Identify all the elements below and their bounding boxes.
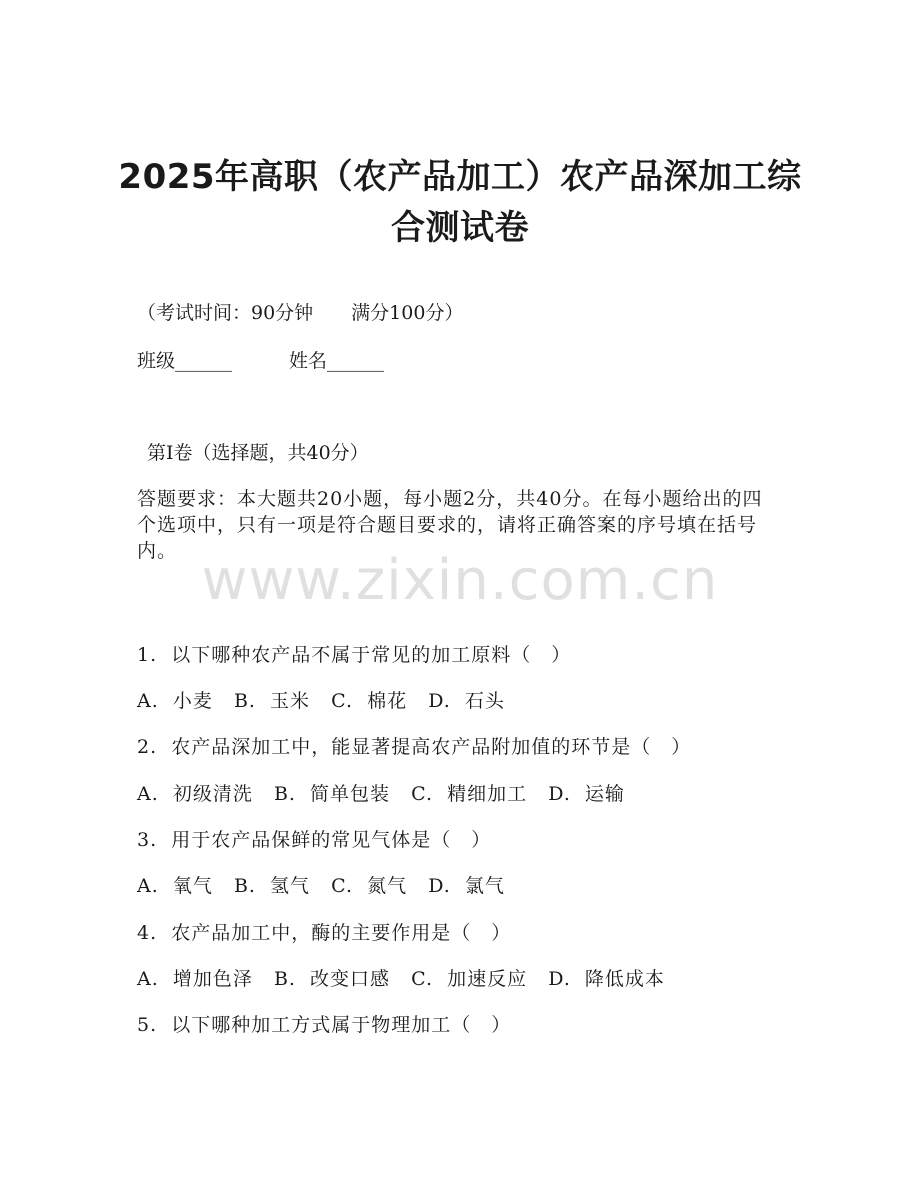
document-title-line-1: 2025年高职（农产品加工）农产品深加工综 — [118, 157, 802, 197]
question-options: A. 氧气 B. 氢气 C. 氮气 D. 氯气 — [137, 875, 505, 897]
question-stem: 1. 以下哪种农产品不属于常见的加工原料（ ） — [137, 644, 572, 666]
watermark: www.zixin.com.cn — [201, 548, 719, 613]
question-options: A. 增加色泽 B. 改变口感 C. 加速反应 D. 降低成本 — [137, 968, 665, 990]
document-title-line-2: 合测试卷 — [391, 208, 529, 248]
class-name-fields: 班级______ 姓名______ — [137, 350, 385, 372]
question-options: A. 初级清洗 B. 简单包装 C. 精细加工 D. 运输 — [137, 783, 625, 805]
exam-info: （考试时间：90分钟 满分100分） — [137, 302, 464, 324]
section-heading: 第Ⅰ卷（选择题，共40分） — [147, 442, 369, 464]
question-stem: 4. 农产品加工中，酶的主要作用是（ ） — [137, 922, 512, 944]
question-stem: 3. 用于农产品保鲜的常见气体是（ ） — [137, 829, 492, 851]
answer-requirements: 答题要求：本大题共20小题，每小题2分，共40分。在每小题给出的四个选项中，只有一项是符合题目要求的，请将正确答案的序号填在括号内。 — [137, 488, 763, 562]
question-options: A. 小麦 B. 玉米 C. 棉花 D. 石头 — [137, 690, 505, 712]
question-stem: 5. 以下哪种加工方式属于物理加工（ ） — [137, 1014, 512, 1036]
question-stem: 2. 农产品深加工中，能显著提高农产品附加值的环节是（ ） — [137, 736, 692, 758]
